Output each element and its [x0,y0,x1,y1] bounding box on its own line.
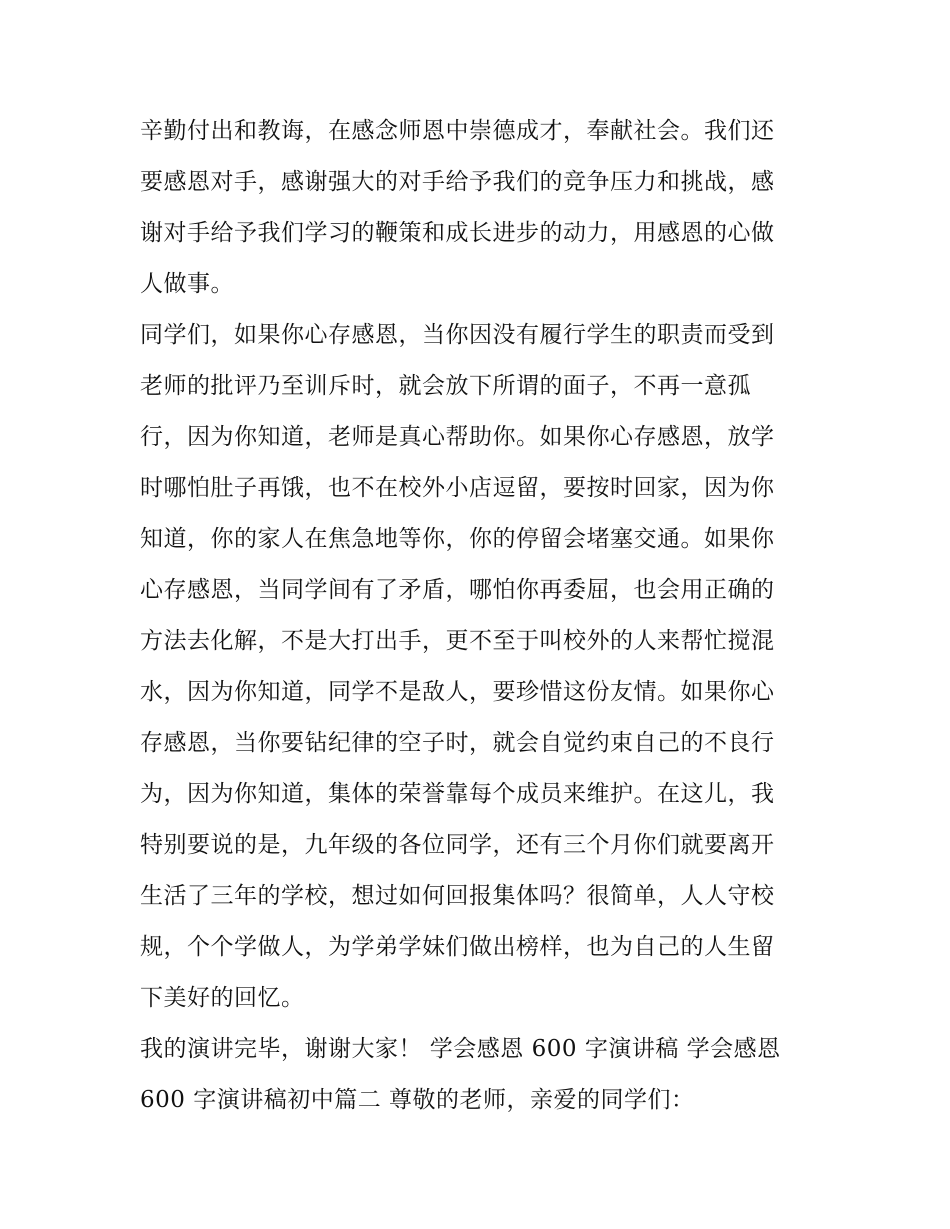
text-line: 特别要说的是，九年级的各位同学，还有三个月你们就要离开 [140,832,775,858]
text-line: 600 字演讲稿初中篇二 尊敬的老师，亲爱的同学们： [140,1087,695,1113]
text-line: 方法去化解，不是大打出手，更不至于叫校外的人来帮忙搅混 [140,628,775,654]
text-line: 水，因为你知道，同学不是敌人，要珍惜这份友情。如果你心 [140,679,775,705]
text-line: 存感恩，当你要钻纪律的空子时，就会自觉约束自己的不良行 [140,730,775,756]
text-line: 同学们，如果你心存感恩，当你因没有履行学生的职责而受到 [140,322,775,348]
text-line: 行，因为你知道，老师是真心帮助你。如果你心存感恩，放学 [140,424,775,450]
text-line: 人做事。 [140,271,234,297]
text-line: 要感恩对手，感谢强大的对手给予我们的竞争压力和挑战，感 [140,169,775,195]
text-line: 知道，你的家人在焦急地等你，你的停留会堵塞交通。如果你 [140,526,775,552]
text-line: 心存感恩，当同学间有了矛盾，哪怕你再委屈，也会用正确的 [140,577,775,603]
text-line: 辛勤付出和教诲，在感念师恩中崇德成才，奉献社会。我们还 [140,118,775,144]
text-line: 为，因为你知道，集体的荣誉靠每个成员来维护。在这儿，我 [140,781,775,807]
text-line: 时哪怕肚子再饿，也不在校外小店逗留，要按时回家，因为你 [140,475,775,501]
text-line: 老师的批评乃至训斥时，就会放下所谓的面子，不再一意孤 [140,373,751,399]
text-line: 下美好的回忆。 [140,985,305,1011]
text-line: 规，个个学做人，为学弟学妹们做出榜样，也为自己的人生留 [140,934,775,960]
text-line: 我的演讲完毕，谢谢大家！ 学会感恩 600 字演讲稿 学会感恩 [140,1036,781,1062]
body-text [140,106,820,1126]
text-line: 谢对手给予我们学习的鞭策和成长进步的动力，用感恩的心做 [140,220,775,246]
text-line: 生活了三年的学校，想过如何回报集体吗？很简单，人人守校 [140,883,775,909]
